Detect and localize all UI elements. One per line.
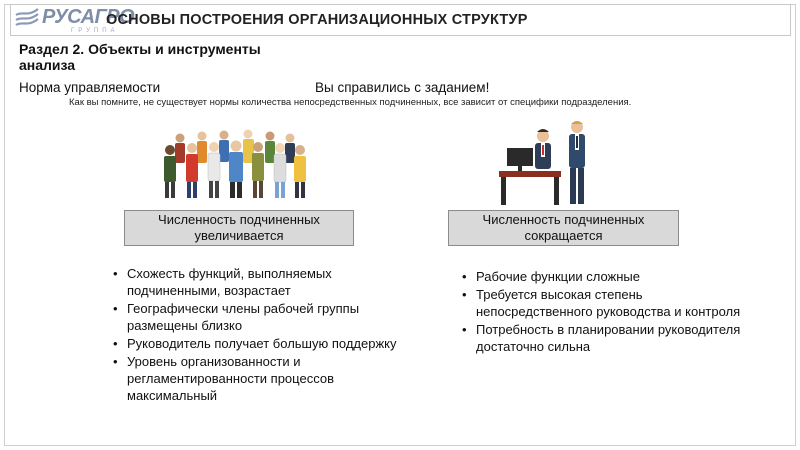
explanatory-note: Как вы помните, не существует нормы количества непосредственных подчиненных, все зависит от специфики подразделения.: [69, 97, 632, 108]
list-item: • Рабочие функции сложные: [462, 268, 742, 285]
crowd-of-people-icon: [160, 128, 308, 200]
manager-at-desk-icon: [497, 118, 597, 206]
decrease-factors-list: [462, 268, 742, 356]
increase-factors-list: [113, 265, 403, 405]
rusagro-logo-icon: [14, 7, 40, 31]
list-item: • Требуется высокая степень непосредственного руководства и контроля: [462, 286, 742, 320]
subordinates-increase-label: Численность подчиненных увеличивается: [158, 212, 320, 243]
logo-text: РУСАГРО: [42, 6, 135, 28]
subordinates-increase-box: [124, 210, 354, 246]
page-title: ОСНОВЫ ПОСТРОЕНИЯ ОРГАНИЗАЦИОННЫХ СТРУКТУР: [106, 12, 528, 28]
section-heading: Раздел 2. Объекты и инструменты анализа: [19, 41, 261, 73]
list-item: • Руководитель получает большую поддержку: [113, 335, 403, 352]
logo-subtext: ГРУППА: [71, 28, 119, 34]
completion-status: Вы справились с заданием!: [315, 80, 490, 95]
list-item: • Географически члены рабочей группы размещены близко: [113, 300, 403, 334]
list-item: • Уровень организованности и регламентированности процессов максимальный: [113, 353, 403, 404]
section-subheading: Норма управляемости: [19, 80, 161, 95]
subordinates-decrease-label: Численность подчиненных сокращается: [482, 212, 645, 243]
subordinates-decrease-box: [448, 210, 679, 246]
list-item: • Схожесть функций, выполняемых подчиненными, возрастает: [113, 265, 403, 299]
list-item: • Потребность в планировании руководителя достаточно сильна: [462, 321, 742, 355]
